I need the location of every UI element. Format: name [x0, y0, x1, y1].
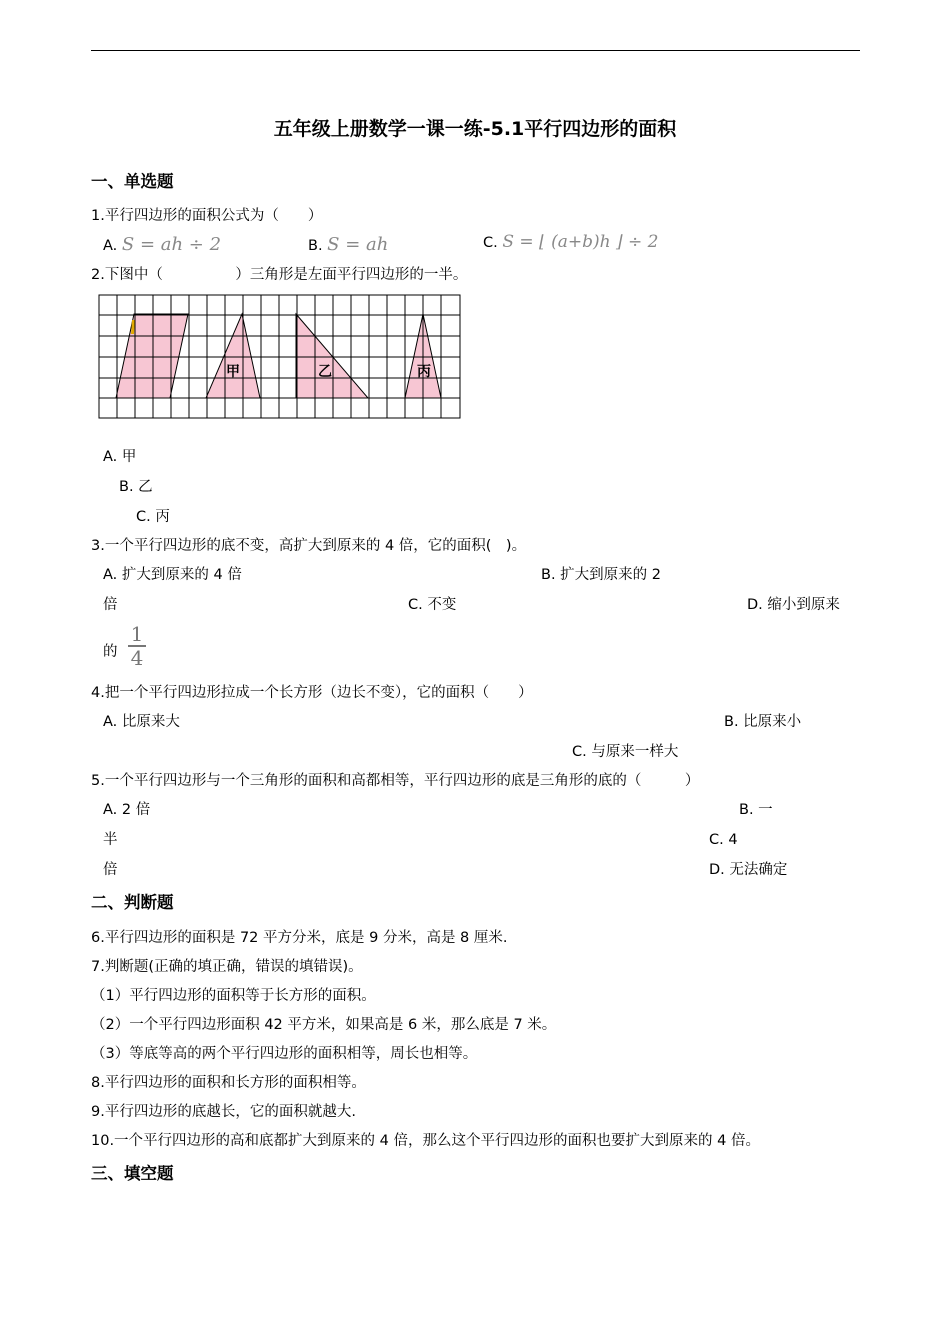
q2-option-c: C. 丙: [136, 509, 170, 525]
q7-sub3: （3）等底等高的两个平行四边形的面积相等，周长也相等。: [91, 1046, 478, 1062]
section-heading-single-choice: 一、单选题: [91, 172, 174, 191]
q3-option-d-cont: 的: [103, 644, 118, 660]
q1-option-c: C. S = ⌊ (a+b)h ⌋ ÷ 2: [483, 232, 659, 252]
q1-stem: 1.平行四边形的面积公式为（ ）: [91, 208, 323, 224]
header-rule: [91, 50, 860, 51]
q5-option-b-cont: 半: [103, 832, 118, 848]
q1-a-formula: S = ah ÷ 2: [121, 234, 222, 255]
grid-lines: [99, 295, 460, 418]
q1-b-formula: S = ah: [327, 234, 389, 255]
section-heading-fill: 三、填空题: [91, 1164, 174, 1183]
q2-grid-figure: [98, 294, 464, 420]
q4-option-a: A. 比原来大: [103, 714, 180, 730]
q3-option-d: D. 缩小到原来: [747, 597, 840, 613]
q5-option-c-cont: 倍: [103, 862, 118, 878]
label-yi: 乙: [318, 364, 332, 380]
q7: 7.判断题(正确的填正确，错误的填错误)。: [91, 959, 363, 975]
q5-option-d: D. 无法确定: [709, 862, 788, 878]
q9: 9.平行四边形的底越长，它的面积就越大.: [91, 1104, 356, 1120]
triangle-jia: [206, 314, 260, 398]
label-jia: 甲: [226, 364, 240, 380]
triangle-yi: [296, 314, 368, 398]
q5-stem: 5.一个平行四边形与一个三角形的面积和高都相等，平行四边形的底是三角形的底的（ ）: [91, 773, 700, 789]
q5-option-b: B. 一: [739, 802, 773, 818]
section-heading-judge: 二、判断题: [91, 893, 174, 912]
q3-option-b: B. 扩大到原来的 2: [541, 567, 661, 583]
q1-option-a: A. S = ah ÷ 2: [103, 234, 222, 255]
parallelogram-shape: [116, 314, 188, 398]
q2-option-a: A. 甲: [103, 449, 137, 465]
q4-option-c: C. 与原来一样大: [572, 744, 679, 760]
q5-option-a: A. 2 倍: [103, 802, 151, 818]
q1-c-formula: S = ⌊ (a+b)h ⌋ ÷ 2: [502, 232, 659, 252]
q7-sub2: （2）一个平行四边形面积 42 平方米，如果高是 6 米，那么底是 7 米。: [91, 1017, 557, 1033]
q3-option-b-cont: 倍: [103, 597, 118, 613]
q6: 6.平行四边形的面积是 72 平方分米，底是 9 分米，高是 8 厘米.: [91, 930, 508, 946]
q1-option-b: B. S = ah: [308, 234, 389, 255]
q2-option-b: B. 乙: [119, 479, 153, 495]
q8: 8.平行四边形的面积和长方形的面积相等。: [91, 1075, 366, 1091]
q5-option-c: C. 4: [709, 832, 738, 848]
page-title: 五年级上册数学一课一练-5.1平行四边形的面积: [273, 118, 677, 140]
q10: 10.一个平行四边形的高和底都扩大到原来的 4 倍，那么这个平行四边形的面积也要扩大到原来的 4 倍。: [91, 1133, 760, 1149]
label-bing: 丙: [417, 364, 431, 380]
q3-option-c: C. 不变: [408, 597, 457, 613]
q3-option-a: A. 扩大到原来的 4 倍: [103, 567, 242, 583]
q3-stem: 3.一个平行四边形的底不变，高扩大到原来的 4 倍，它的面积( )。: [91, 538, 527, 554]
q2-stem: 2.下图中（ ）三角形是左面平行四边形的一半。: [91, 267, 468, 283]
q7-sub1: （1）平行四边形的面积等于长方形的面积。: [91, 988, 376, 1004]
q4-option-b: B. 比原来小: [724, 714, 802, 730]
fraction-one-quarter: 1 4: [128, 624, 146, 668]
q4-stem: 4.把一个平行四边形拉成一个长方形（边长不变），它的面积（ ）: [91, 685, 533, 701]
